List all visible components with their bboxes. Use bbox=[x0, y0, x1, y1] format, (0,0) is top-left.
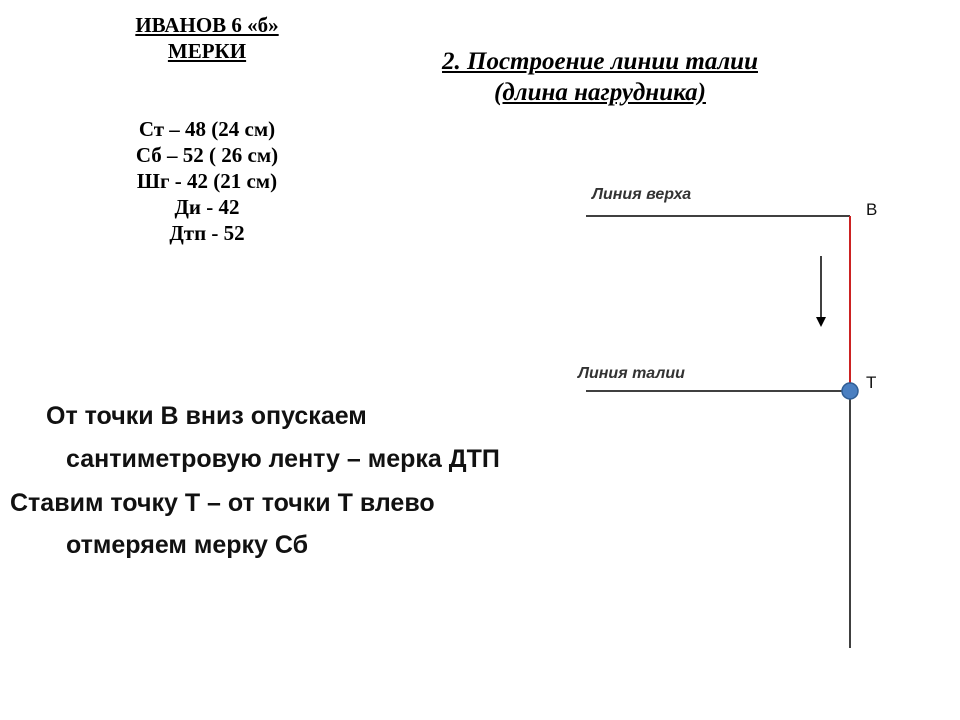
measure-st: Ст – 48 (24 см) bbox=[138, 117, 276, 141]
instruction-line-1: От точки В вниз опускаем bbox=[46, 402, 367, 430]
measure-di: Ди - 42 bbox=[174, 195, 240, 219]
instruction-line-2: сантиметровую ленту – мерка ДТП bbox=[66, 445, 500, 473]
measure-sb: Сб – 52 ( 26 см) bbox=[135, 143, 279, 167]
measure-dtp: Дтп - 52 bbox=[169, 221, 245, 245]
point-b-label: В bbox=[866, 200, 878, 219]
point-t-label: Т bbox=[866, 373, 877, 392]
instruction-line-4: отмеряем мерку Сб bbox=[66, 531, 309, 559]
slide-title-line2: (длина нагрудника) bbox=[494, 79, 706, 106]
measure-shg: Шг - 42 (21 см) bbox=[136, 169, 278, 193]
waist-line-label: Линия талии bbox=[578, 365, 685, 382]
student-name: ИВАНОВ 6 «б» bbox=[135, 13, 279, 37]
point-t-marker bbox=[842, 383, 858, 399]
slide-title-line1: 2. Построение линии талии bbox=[442, 48, 758, 75]
top-line-label: Линия верха bbox=[592, 186, 692, 203]
measures-heading: МЕРКИ bbox=[167, 39, 247, 63]
instruction-line-3: Ставим точку Т – от точки Т влево bbox=[10, 489, 435, 517]
